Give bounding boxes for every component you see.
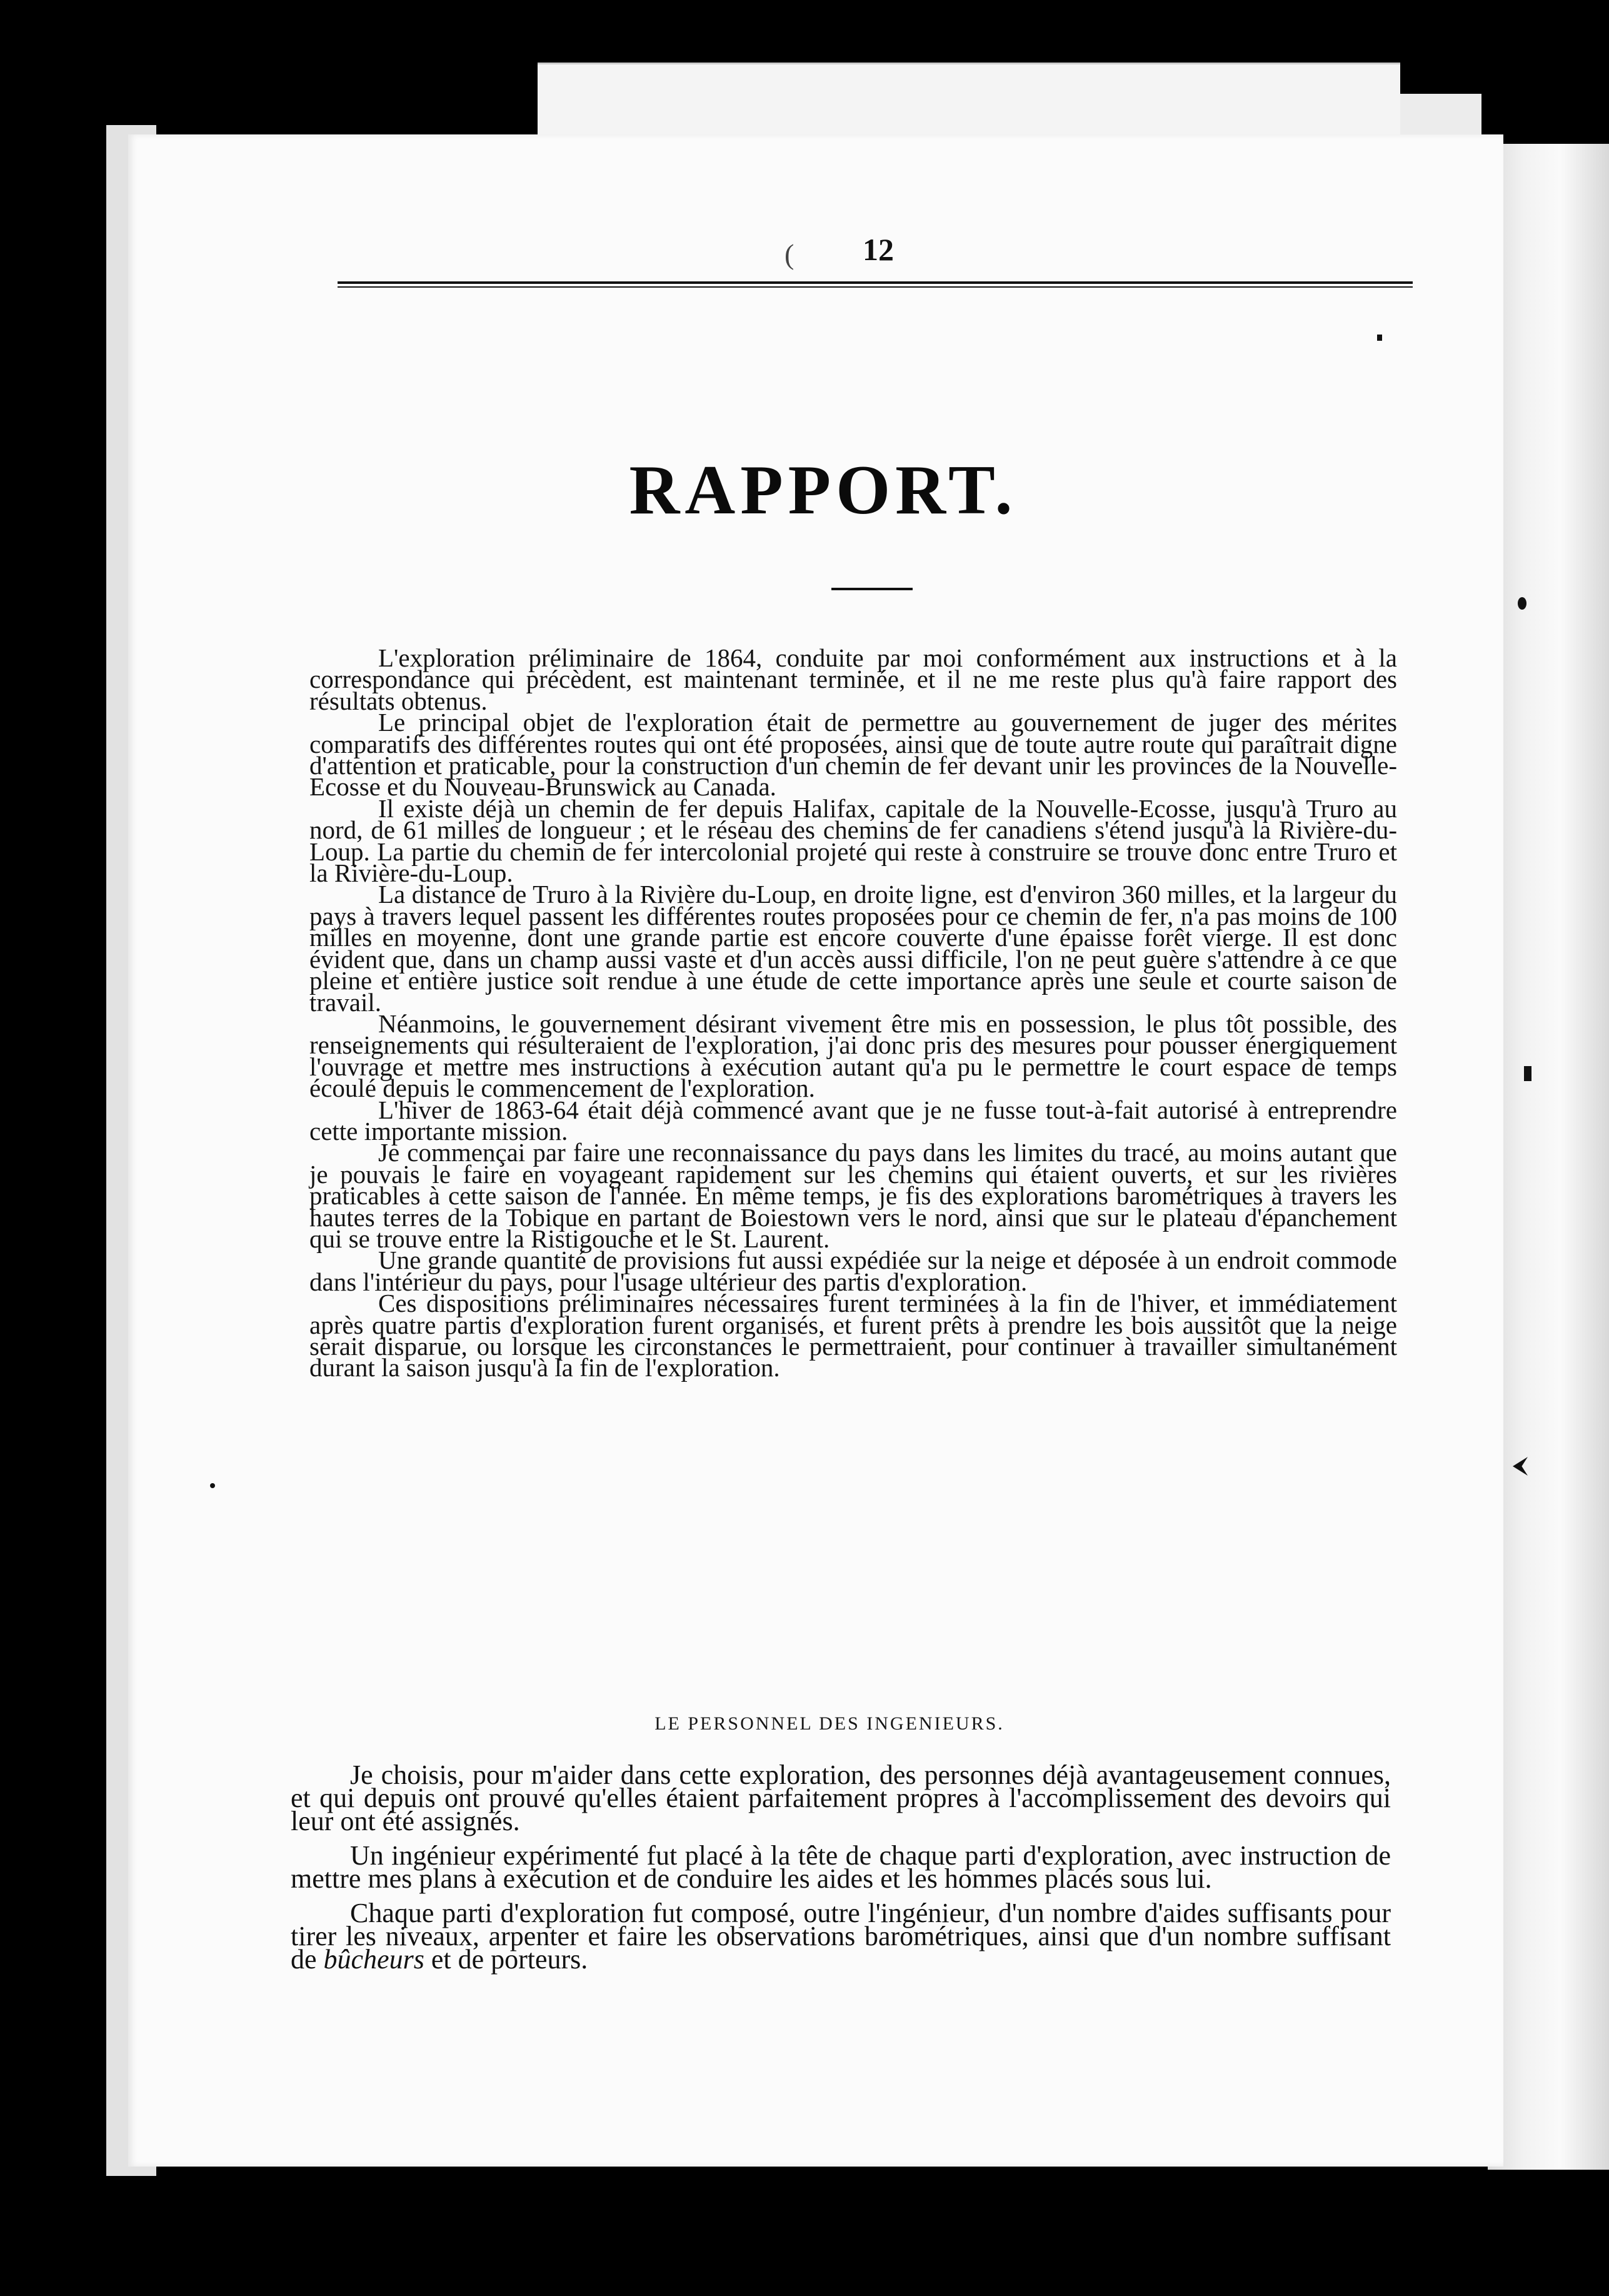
title-rule — [831, 588, 913, 590]
paper-edge-right — [1488, 144, 1609, 2170]
scan-speck — [210, 1483, 215, 1488]
scan-speck — [1518, 597, 1526, 610]
scan-speck — [1377, 335, 1382, 341]
page-number: 12 — [863, 232, 894, 267]
section-heading: LE PERSONNEL DES INGENIEURS. — [654, 1713, 1005, 1734]
paragraph-5: Néanmoins, le gouvernement désirant vivement être mis en possession, le plus tôt possible, des renseignements qui résulteraient de l'exploration, j'ai donc pris des mesures pour pousser énergiquement l'ouvrage et mettre mes instructions à exécution autant qu'a pu le permettre le court espace de temps écoulé depuis le commencement de l'exploration. — [309, 1009, 1397, 1103]
scan-speck — [1524, 1066, 1531, 1081]
margin-mark: ( — [784, 238, 794, 270]
body-text-section — [291, 1760, 1391, 1982]
paragraph-11: Un ingénieur expérimenté fut placé à la tête de chaque parti d'exploration, avec instruction de mettre mes plans à exécution et de conduire les aides et les hommes placés sous lui. — [291, 1840, 1391, 1894]
paragraph-6: L'hiver de 1863-64 était déjà commencé avant que je ne fusse tout-à-fait autorisé à entreprendre cette importante mission. — [309, 1095, 1397, 1145]
paragraph-12-text: Chaque parti d'exploration fut composé, outre l'ingénieur, d'un nombre d'aides suffisants pour tirer les niveaux, arpenter et faire les observations barométriques, ainsi que d'un nombre suffisant de — [291, 1898, 1391, 1975]
paragraph-12 — [291, 1898, 1391, 1975]
paragraph-1: L'exploration préliminaire de 1864, conduite par moi conformément aux instructions et à la correspondance qui précèdent, est maintenant terminée, et il ne me reste plus qu'à faire rapport des résultats obtenus. — [309, 643, 1397, 715]
paragraph-9: Ces dispositions préliminaires nécessaires furent terminées à la fin de l'hiver, et immédiatement après quatre partis d'exploration furent organisés, et furent prêts à prendre les bois aussitôt que la neige serait disparue, ou lorsque les circonstances le permettraient, pour continuer à travailler simultanément durant la saison jusqu'à la fin de l'exploration. — [309, 1289, 1397, 1382]
paragraph-2: Le principal objet de l'exploration était de permettre au gouvernement de juger des mérites comparatifs des différentes routes qui ont été proposées, ainsi que de toute autre route qui paraîtrait digne d'attention et praticable, pour la construction d'un chemin de fer devant unir les provinces de la Nouvelle-Ecosse et du Nouveau-Brunswick au Canada. — [309, 708, 1397, 802]
paragraph-3: Il existe déjà un chemin de fer depuis Halifax, capitale de la Nouvelle-Ecosse, jusqu'à Truro au nord, de 61 milles de longueur ; et le réseau des chemins de fer canadiens s'étend jusqu'à la Rivière-du-Loup. La partie du chemin de fer intercolonial projeté qui reste à construire se trouve donc entre Truro et la Rivière-du-Loup. — [309, 793, 1397, 888]
body-text — [309, 643, 1397, 1382]
header-rule — [338, 281, 1413, 288]
paragraph-10: Je choisis, pour m'aider dans cette exploration, des personnes déjà avantageusement connues, et qui depuis ont prouvé qu'elles étaient parfaitement propres à l'accomplissement des devoirs qui leur ont été assignés. — [291, 1760, 1391, 1836]
paragraph-4: La distance de Truro à la Rivière du-Loup, en droite ligne, est d'environ 360 milles, et la largeur du pays à travers lequel passent les différentes routes proposées pour ce chemin de fer, n'a pas moins de 100 milles en moyenne, dont une grande partie est encore couverte d'une épaisse forêt vierge. Il est donc évident que, dans un champ aussi vaste et d'un accès aussi difficile, l'on ne peut guère s'attendre à ce que pleine et entière justice soit rendue à une étude de cette importance après une seule et courte saison de travail. — [309, 880, 1397, 1017]
page-title: RAPPORT. — [629, 451, 1018, 529]
paragraph-8: Une grande quantité de provisions fut aussi expédiée sur la neige et déposée à un endroit commode dans l'intérieur du pays, pour l'usage ultérieur des partis d'exploration. — [309, 1246, 1397, 1296]
paragraph-7: Je commençai par faire une reconnaissance du pays dans les limites du tracé, au moins autant que je pouvais le faire en voyageant rapidement sur les chemins qui étaient ouverts, et sur les rivières praticables à cette saison de l'année. En même temps, je fis des explorations barométriques à travers les hautes terres de la Tobique en partant de Boiestown vers le nord, ainsi que sur le plateau d'épanchement qui se trouve entre la Ristigouche et le St. Laurent. — [309, 1138, 1397, 1253]
paragraph-12-end: et de porteurs. — [424, 1944, 588, 1975]
paragraph-12-italic: bûcheurs — [323, 1944, 424, 1975]
